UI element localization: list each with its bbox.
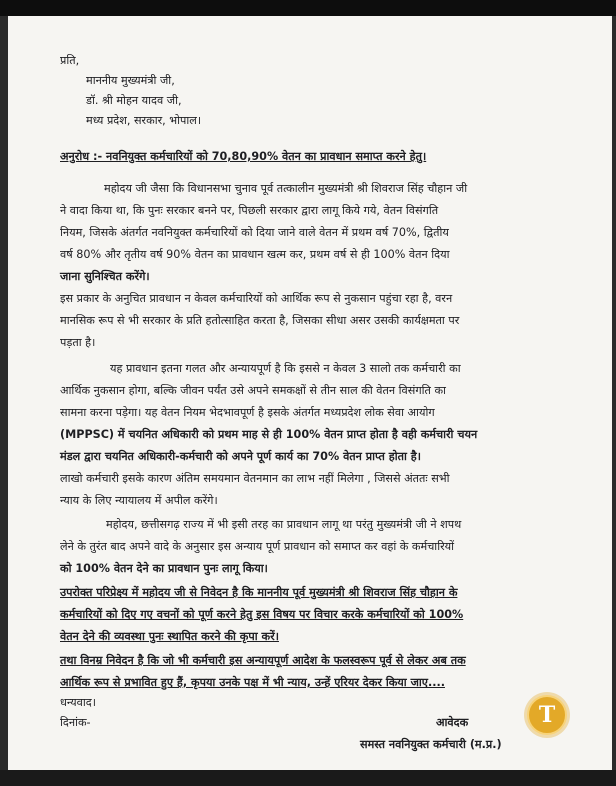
para3-line: यह प्रावधान इतना गलत और अन्यायपूर्ण है कि इससे न केवल 3 सालो तक कर्मचारी का	[110, 362, 461, 375]
para2-line: मानसिक रूप से भी सरकार के प्रति हतोत्साहित करता है, जिसका सीधा असर उसकी कार्यक्षमता पर	[60, 314, 460, 327]
para2-line: इस प्रकार के अनुचित प्रावधान न केवल कर्मचारियों को आर्थिक रूप से नुकसान पहुंचा रहा है, वरन	[60, 292, 453, 305]
scanner-app-icon[interactable]	[527, 695, 567, 735]
para1-line: महोदय जी जैसा कि विधानसभा चुनाव पूर्व तत्कालीन मुख्यमंत्री श्री शिवराज सिंह चौहान जी	[104, 182, 468, 195]
subject-line: अनुरोध :- नवनियुक्त कर्मचारियों को 70,80,90% वेतन का प्रावधान समाप्त करने हेतु।	[60, 150, 427, 163]
para5-line: वेतन देने की व्यवस्था पुनः स्थापित करने की कृपा करें।	[60, 630, 279, 643]
para2-line: पड़ता है।	[60, 336, 96, 349]
para6-line: आर्थिक रूप से प्रभावित हुए हैं, कृपया उनके पक्ष में भी न्याय, उन्हें एरियर देकर किया जाए....	[60, 676, 445, 689]
para3-line: (MPPSC) में चयनित अधिकारी को प्रथम माह से ही 100% वेतन प्राप्त होता है वही कर्मचारी चयन	[60, 428, 478, 441]
scanner-app-glyph: T	[538, 702, 556, 728]
para3-line: सामना करना पड़ेगा। यह वेतन नियम भेदभावपूर्ण है इसके अंतर्गत मध्यप्रदेश लोक सेवा आयोग	[60, 406, 435, 419]
bottom-bar	[0, 770, 616, 786]
signatory-text: समस्त नवनियुक्त कर्मचारी (म.प्र.)	[360, 738, 502, 751]
addressee-line-2: डॉ. श्री मोहन यादव जी,	[86, 94, 182, 107]
para1-line: जाना सुनिश्चित करेंगे।	[60, 270, 150, 283]
para4-line: को 100% वेतन देने का प्रावधान पुनः लागू किया।	[60, 562, 268, 575]
para4-line: महोदय, छत्तीसगढ़ राज्य में भी इसी तरह का प्रावधान लागू था परंतु मुख्यमंत्री जी ने शपथ	[106, 518, 462, 531]
para3-line: न्याय के लिए न्यायालय में अपील करेंगे।	[60, 494, 218, 507]
applicant-label: आवेदक	[436, 716, 469, 729]
para5-line: उपरोक्त परिप्रेक्ष्य में महोदय जी से निवेदन है कि माननीय पूर्व मुख्यमंत्री श्री शिवराज सिंह चौहान के	[60, 586, 458, 599]
date-label: दिनांक-	[60, 716, 91, 729]
addressee-line-1: माननीय मुख्यमंत्री जी,	[86, 74, 175, 87]
para3-line: लाखो कर्मचारी इसके कारण अंतिम समयमान वेतनमान का लाभ नहीं मिलेगा , जिससे अंततः सभी	[60, 472, 450, 485]
para4-line: लेने के तुरंत बाद अपने वादे के अनुसार इस अन्याय पूर्ण प्रावधान को समाप्त कर वहां के कर्मचारियों	[60, 540, 455, 553]
letter-page	[8, 16, 612, 770]
para3-line: मंडल द्वारा चयनित अधिकारी-कर्मचारी को अपने पूर्ण कार्य का 70% वेतन प्राप्त होता है।	[60, 450, 421, 463]
salutation-prati: प्रति,	[60, 54, 80, 67]
para3-line: आर्थिक नुकसान होगा, बल्कि जीवन पर्यंत उसे अपने समकक्षों से तीन साल की वेतन विसंगति का	[60, 384, 446, 397]
thanks-text: धन्यवाद।	[60, 696, 96, 709]
para1-line: नियम, जिसके अंतर्गत नवनियुक्त कर्मचारियों को दिया जाने वाले वेतन में प्रथम वर्ष 70%, द्वितीय	[60, 226, 449, 239]
top-bar	[0, 0, 616, 16]
para5-line: कर्मचारियों को दिए गए वचनों को पूर्ण करने हेतु इस विषय पर विचार करके कर्मचारियों को 100%	[60, 608, 464, 621]
para1-line: ने वादा किया था, कि पुनः सरकार बनने पर, पिछली सरकार द्वारा लागू किये गये, वेतन विसंगति	[60, 204, 439, 217]
para6-line: तथा विनम्र निवेदन है कि जो भी कर्मचारी इस अन्यायपूर्ण आदेश के फलस्वरूप पूर्व से लेकर अब तक	[60, 654, 466, 667]
addressee-line-3: मध्य प्रदेश, सरकार, भोपाल।	[86, 114, 202, 127]
para1-line: वर्ष 80% और तृतीय वर्ष 90% वेतन का प्रावधान खत्म कर, प्रथम वर्ष से ही 100% वेतन दिया	[60, 248, 450, 261]
